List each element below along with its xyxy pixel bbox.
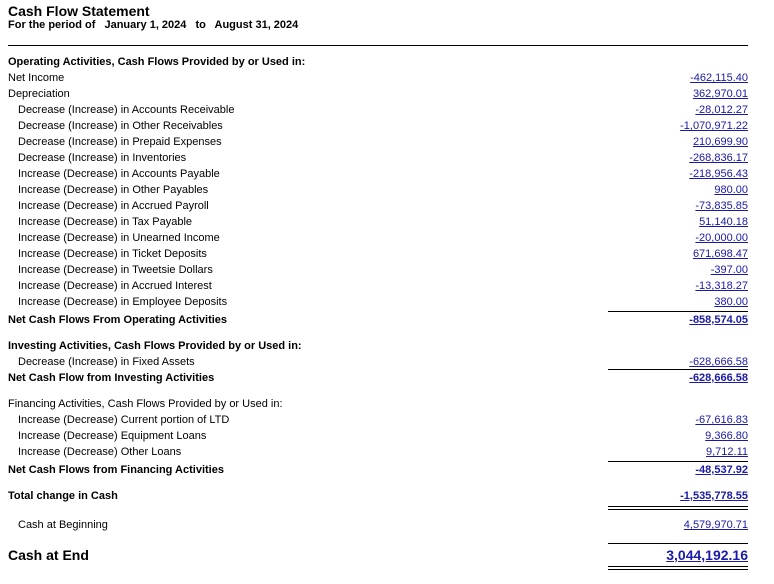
line-item-value-link[interactable]: 671,698.47 — [692, 248, 748, 260]
line-item-value-link[interactable]: 9,366.80 — [705, 430, 748, 442]
total-value-link[interactable]: -628,666.58 — [689, 372, 748, 384]
line-item — [0, 246, 774, 262]
line-item-value-link[interactable]: 362,970.01 — [692, 88, 748, 100]
line-item-label: Increase (Decrease) in Other Payables — [18, 184, 209, 196]
total-change-label: Total change in Cash — [8, 490, 118, 502]
report-period — [8, 19, 304, 31]
line-item-label: Increase (Decrease) Other Loans — [18, 446, 182, 458]
total-change-row — [0, 488, 774, 504]
operating-total-row — [0, 312, 774, 328]
line-item-value-link[interactable]: -268,836.17 — [689, 152, 748, 164]
financing-total-row — [0, 462, 774, 478]
line-item-label: Increase (Decrease) in Accrued Interest — [18, 280, 212, 292]
cash-end-label: Cash at End — [8, 547, 89, 563]
line-item-value-link[interactable]: -462,115.40 — [690, 72, 748, 84]
line-item-label: Increase (Decrease) in Unearned Income — [18, 232, 220, 244]
line-item-label: Increase (Decrease) in Tweetsie Dollars — [18, 264, 213, 276]
cash-end-value-link[interactable]: 3,044,192.16 — [666, 547, 748, 563]
operating-heading-label: Operating Activities, Cash Flows Provided by or Used in: — [8, 56, 306, 68]
line-item — [0, 198, 774, 214]
double-rule-bottom — [608, 569, 748, 570]
double-rule-bottom — [608, 509, 748, 510]
total-change-value-link[interactable]: -1,535,778.55 — [680, 490, 748, 502]
line-item — [0, 118, 774, 134]
line-item — [0, 102, 774, 118]
line-item-label: Increase (Decrease) Current portion of LTD — [18, 414, 230, 426]
double-rule-top — [608, 506, 748, 507]
line-item-label: Increase (Decrease) Equipment Loans — [18, 430, 207, 442]
line-item-label: Decrease (Increase) in Inventories — [18, 152, 187, 164]
cash-beginning-row — [0, 517, 774, 533]
total-label: Net Cash Flow from Investing Activities — [8, 372, 215, 384]
investing-total-row — [0, 370, 774, 386]
financing-heading — [0, 396, 774, 412]
line-item — [0, 278, 774, 294]
line-item-value-link[interactable]: 51,140.18 — [699, 216, 748, 228]
period-prefix: For the period of — [8, 19, 96, 31]
operating-heading — [0, 54, 774, 70]
line-item-label: Depreciation — [8, 88, 70, 100]
line-item-label: Net Income — [8, 72, 65, 84]
line-item-value-link[interactable]: -218,956.43 — [689, 168, 748, 180]
period-start: January 1, 2024 — [104, 19, 187, 31]
line-item — [0, 412, 774, 428]
report-title: Cash Flow Statement — [8, 3, 150, 19]
line-item — [0, 166, 774, 182]
period-end: August 31, 2024 — [214, 19, 299, 31]
line-item — [0, 134, 774, 150]
line-item — [0, 86, 774, 102]
line-item-label: Increase (Decrease) in Tax Payable — [18, 216, 193, 228]
investing-heading-label: Investing Activities, Cash Flows Provided by or Used in: — [8, 340, 302, 352]
line-item-label: Increase (Decrease) in Employee Deposits — [18, 296, 228, 308]
financing-heading-label: Financing Activities, Cash Flows Provided by or Used in: — [8, 398, 283, 410]
line-item-label: Decrease (Increase) in Prepaid Expenses — [18, 136, 222, 148]
line-item-label: Decrease (Increase) in Accounts Receivable — [18, 104, 235, 116]
line-item — [0, 262, 774, 278]
double-rule-top — [608, 566, 748, 567]
line-item-value-link[interactable]: 380.00 — [714, 296, 748, 308]
line-item — [0, 428, 774, 444]
header-divider — [8, 45, 748, 46]
line-item — [0, 150, 774, 166]
line-item-value-link[interactable]: -397.00 — [710, 264, 748, 276]
line-item — [0, 444, 774, 460]
line-item-label: Decrease (Increase) in Fixed Assets — [18, 356, 195, 368]
line-item-label: Increase (Decrease) in Ticket Deposits — [18, 248, 207, 260]
cash-beginning-value-link[interactable]: 4,579,970.71 — [683, 519, 748, 531]
line-item — [0, 214, 774, 230]
line-item-label: Decrease (Increase) in Other Receivables — [18, 120, 223, 132]
investing-heading — [0, 338, 774, 354]
total-label: Net Cash Flows from Financing Activities — [8, 464, 224, 476]
period-to: to — [195, 19, 206, 31]
line-item-value-link[interactable]: -28,012.27 — [695, 104, 748, 116]
line-item — [0, 230, 774, 246]
line-item — [0, 294, 774, 310]
line-item-value-link[interactable]: -13,318.27 — [695, 280, 748, 292]
cash-beginning-label: Cash at Beginning — [18, 519, 108, 531]
line-item — [0, 354, 774, 370]
line-item-value-link[interactable]: 9,712.11 — [705, 446, 748, 458]
line-item — [0, 182, 774, 198]
line-item-value-link[interactable]: -628,666.58 — [689, 356, 748, 368]
line-item-value-link[interactable]: -67,616.83 — [695, 414, 748, 426]
line-item-label: Increase (Decrease) in Accounts Payable — [18, 168, 220, 180]
subtotal-rule — [608, 543, 748, 544]
line-item-value-link[interactable]: -20,000.00 — [695, 232, 748, 244]
line-item-value-link[interactable]: -73,835.85 — [695, 200, 748, 212]
total-value-link[interactable]: -858,574.05 — [689, 314, 748, 326]
line-item-label: Increase (Decrease) in Accrued Payroll — [18, 200, 209, 212]
total-value-link[interactable]: -48,537.92 — [695, 464, 748, 476]
total-label: Net Cash Flows From Operating Activities — [8, 314, 228, 326]
line-item-value-link[interactable]: 210,699.90 — [692, 136, 748, 148]
line-item-value-link[interactable]: 980.00 — [714, 184, 748, 196]
cash-end-row — [0, 545, 774, 565]
line-item — [0, 70, 774, 86]
line-item-value-link[interactable]: -1,070,971.22 — [680, 120, 748, 132]
